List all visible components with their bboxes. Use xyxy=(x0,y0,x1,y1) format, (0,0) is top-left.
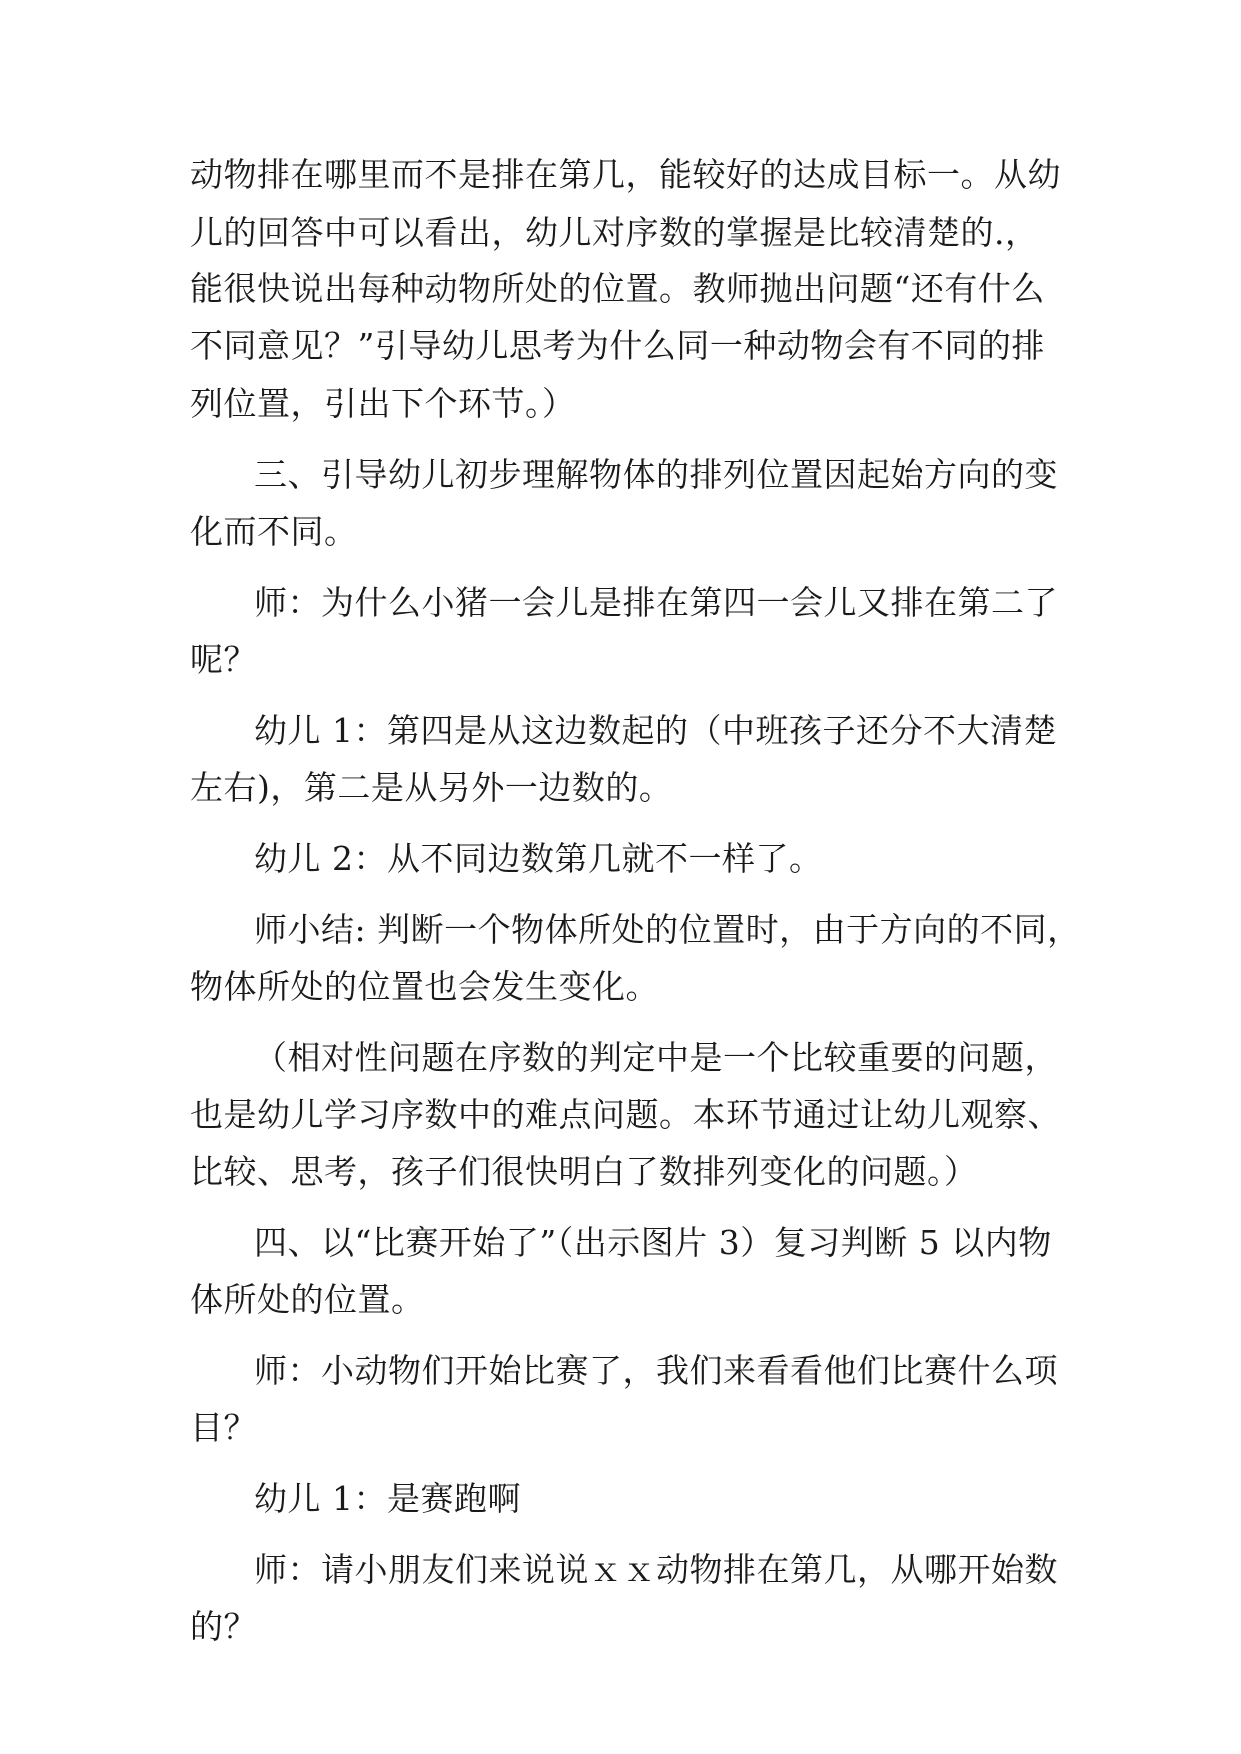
text-line: 师：为什么小猪一会儿是排在第四一会儿又排在第二了 xyxy=(254,583,1058,622)
text-line: 物体所处的位置也会发生变化。 xyxy=(190,967,659,1006)
text-line: 师小结: 判断一个物体所处的位置时，由于方向的不同， xyxy=(254,910,1081,949)
text-line: 体所处的位置。 xyxy=(190,1280,425,1319)
text-line: 幼儿 2：从不同边数第几就不一样了。 xyxy=(254,839,823,878)
text-line: 呢？ xyxy=(190,640,257,679)
text-line: 儿的回答中可以看出，幼儿对序数的掌握是比较清楚的.， xyxy=(190,213,1039,252)
text-line: 师：小动物们开始比赛了，我们来看看他们比赛什么项 xyxy=(254,1351,1058,1390)
text-line: 也是幼儿学习序数中的难点问题。本环节通过让幼儿观察、 xyxy=(190,1095,1061,1134)
text-line: 幼儿 1：第四是从这边数起的（中班孩子还分不大清楚 xyxy=(254,711,1057,750)
text-line: 化而不同。 xyxy=(190,512,358,551)
text-line: 动物排在哪里而不是排在第几，能较好的达成目标一。从幼 xyxy=(190,155,1061,194)
text-line: 列位置，引出下个环节。） xyxy=(190,384,576,423)
text-line: 目？ xyxy=(190,1408,257,1447)
text-line: 比较、思考，孩子们很快明白了数排列变化的问题。） xyxy=(190,1152,978,1191)
text-line: （相对性问题在序数的判定中是一个比较重要的问题， xyxy=(254,1038,1058,1077)
section-heading: 四、以“比赛开始了”（出示图片 3）复习判断 5 以内物 xyxy=(254,1223,1052,1262)
text-line: 的？ xyxy=(190,1607,257,1646)
text-line: 不同意见？”引导幼儿思考为什么同一种动物会有不同的排 xyxy=(190,326,1045,365)
section-heading: 三、引导幼儿初步理解物体的排列位置因起始方向的变 xyxy=(254,455,1058,494)
text-line: 师：请小朋友们来说说ｘｘ动物排在第几，从哪开始数 xyxy=(254,1550,1058,1589)
text-line: 左右)，第二是从另外一边数的。 xyxy=(190,768,673,807)
text-line: 能很快说出每种动物所处的位置。教师抛出问题“还有什么 xyxy=(190,269,1045,308)
text-line: 幼儿 1：是赛跑啊 xyxy=(254,1479,521,1518)
